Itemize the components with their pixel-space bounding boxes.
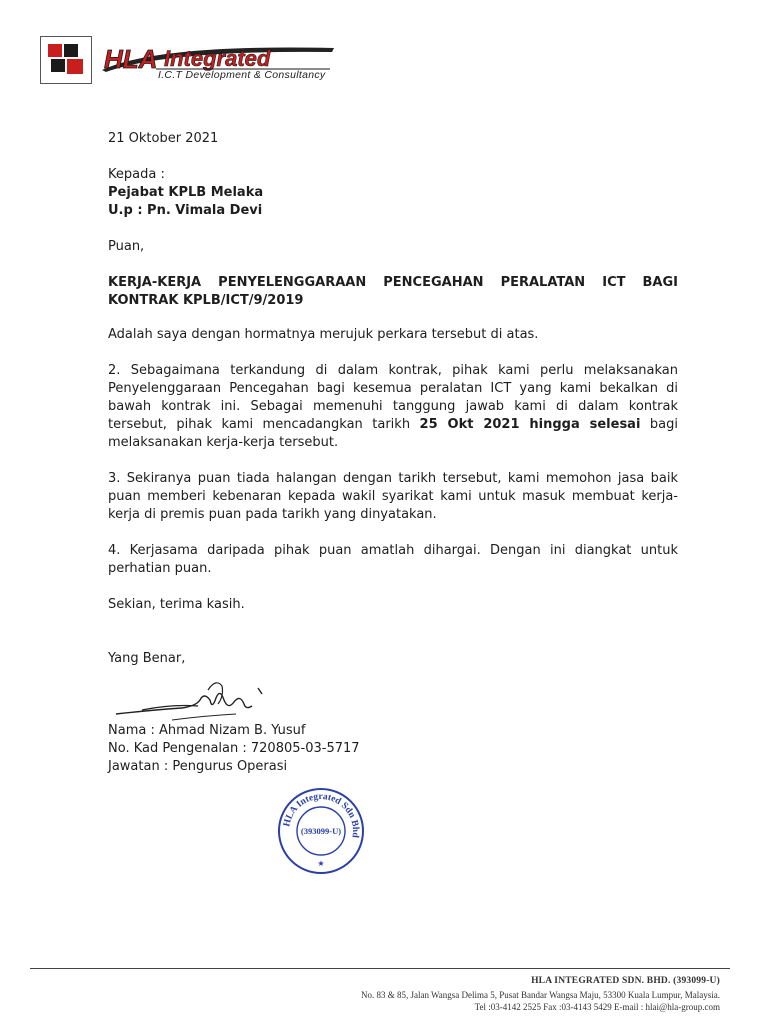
svg-text:★: ★ <box>317 859 325 868</box>
paragraph-1: Adalah saya dengan hormatnya merujuk perkara tersebut di atas. <box>108 327 539 342</box>
letter-date: 21 Oktober 2021 <box>108 131 219 146</box>
svg-text:(393099-U): (393099-U) <box>300 826 342 836</box>
footer-company-name: HLA INTEGRATED SDN. BHD. (393099-U) <box>531 976 720 986</box>
handwritten-signature <box>112 670 272 730</box>
signatory-details <box>108 722 678 776</box>
sign-off: Yang Benar, <box>108 651 186 666</box>
paragraph-2-end: bagi melaksanakan kerja-kerja tersebut. <box>108 417 678 450</box>
proposed-date-range: 25 Okt 2021 hingga selesai <box>419 417 641 432</box>
paragraph-4: 4. Kerjasama daripada pihak puan amatlah dihargai. Dengan ini diangkat untuk perhatian puan. <box>108 543 678 576</box>
footer-contact: Tel :03-4142 2525 Fax :03-4143 5429 E-mail : hlai@hla-group.com <box>474 1002 720 1012</box>
closing-line: Sekian, terima kasih. <box>108 597 245 612</box>
company-stamp <box>276 786 366 876</box>
salutation: Puan, <box>108 239 145 254</box>
recipient-attention: U.p : Pn. Vimala Devi <box>108 203 263 218</box>
letter-subject: KERJA-KERJA PENYELENGGARAAN PENCEGAHAN PERALATAN ICT BAGI KONTRAK KPLB/ICT/9/2019 <box>108 275 678 308</box>
paragraph-2-text: 2. Sebagaimana terkandung di dalam kontrak, pihak kami perlu melaksanakan Penyelenggaraan Pencegahan bagi kesemua peralatan ICT yang kami bekalkan di bawah kontrak ini. Sebagai memenuhi tanggung jawab kami di dalam kontrak tersebut, pihak kami mencadangkan tarikh <box>108 363 678 432</box>
footer-address: No. 83 & 85, Jalan Wangsa Delima 5, Pusat Bandar Wangsa Maju, 53300 Kuala Lumpur, Malaysia. <box>360 990 720 1000</box>
svg-text:HLA Integrated Sdn Bhd: HLA Integrated Sdn Bhd <box>282 791 361 839</box>
signatory-name: Nama : Ahmad Nizam B. Yusuf <box>108 723 306 738</box>
brand-tagline: I.C.T Development & Consultancy <box>158 69 326 81</box>
svg-text:Integrated: Integrated <box>164 46 271 71</box>
signatory-ic: No. Kad Pengenalan : 720805-03-5717 <box>108 741 360 756</box>
footer-divider <box>30 968 730 969</box>
svg-text:HLA: HLA <box>104 44 158 74</box>
signatory-position: Jawatan : Pengurus Operasi <box>108 759 288 774</box>
paragraph-3: 3. Sekiranya puan tiada halangan dengan tarikh tersebut, kami memohon jasa baik puan memberi kebenaran kepada wakil syarikat kami untuk masuk membuat kerja-kerja di premis puan pada tarikh yang dinyatakan. <box>108 471 678 522</box>
recipient-label: Kepada : <box>108 167 165 182</box>
company-logo-icon <box>40 36 92 84</box>
paragraph-2 <box>108 362 678 452</box>
recipient-name: Pejabat KPLB Melaka <box>108 185 264 200</box>
